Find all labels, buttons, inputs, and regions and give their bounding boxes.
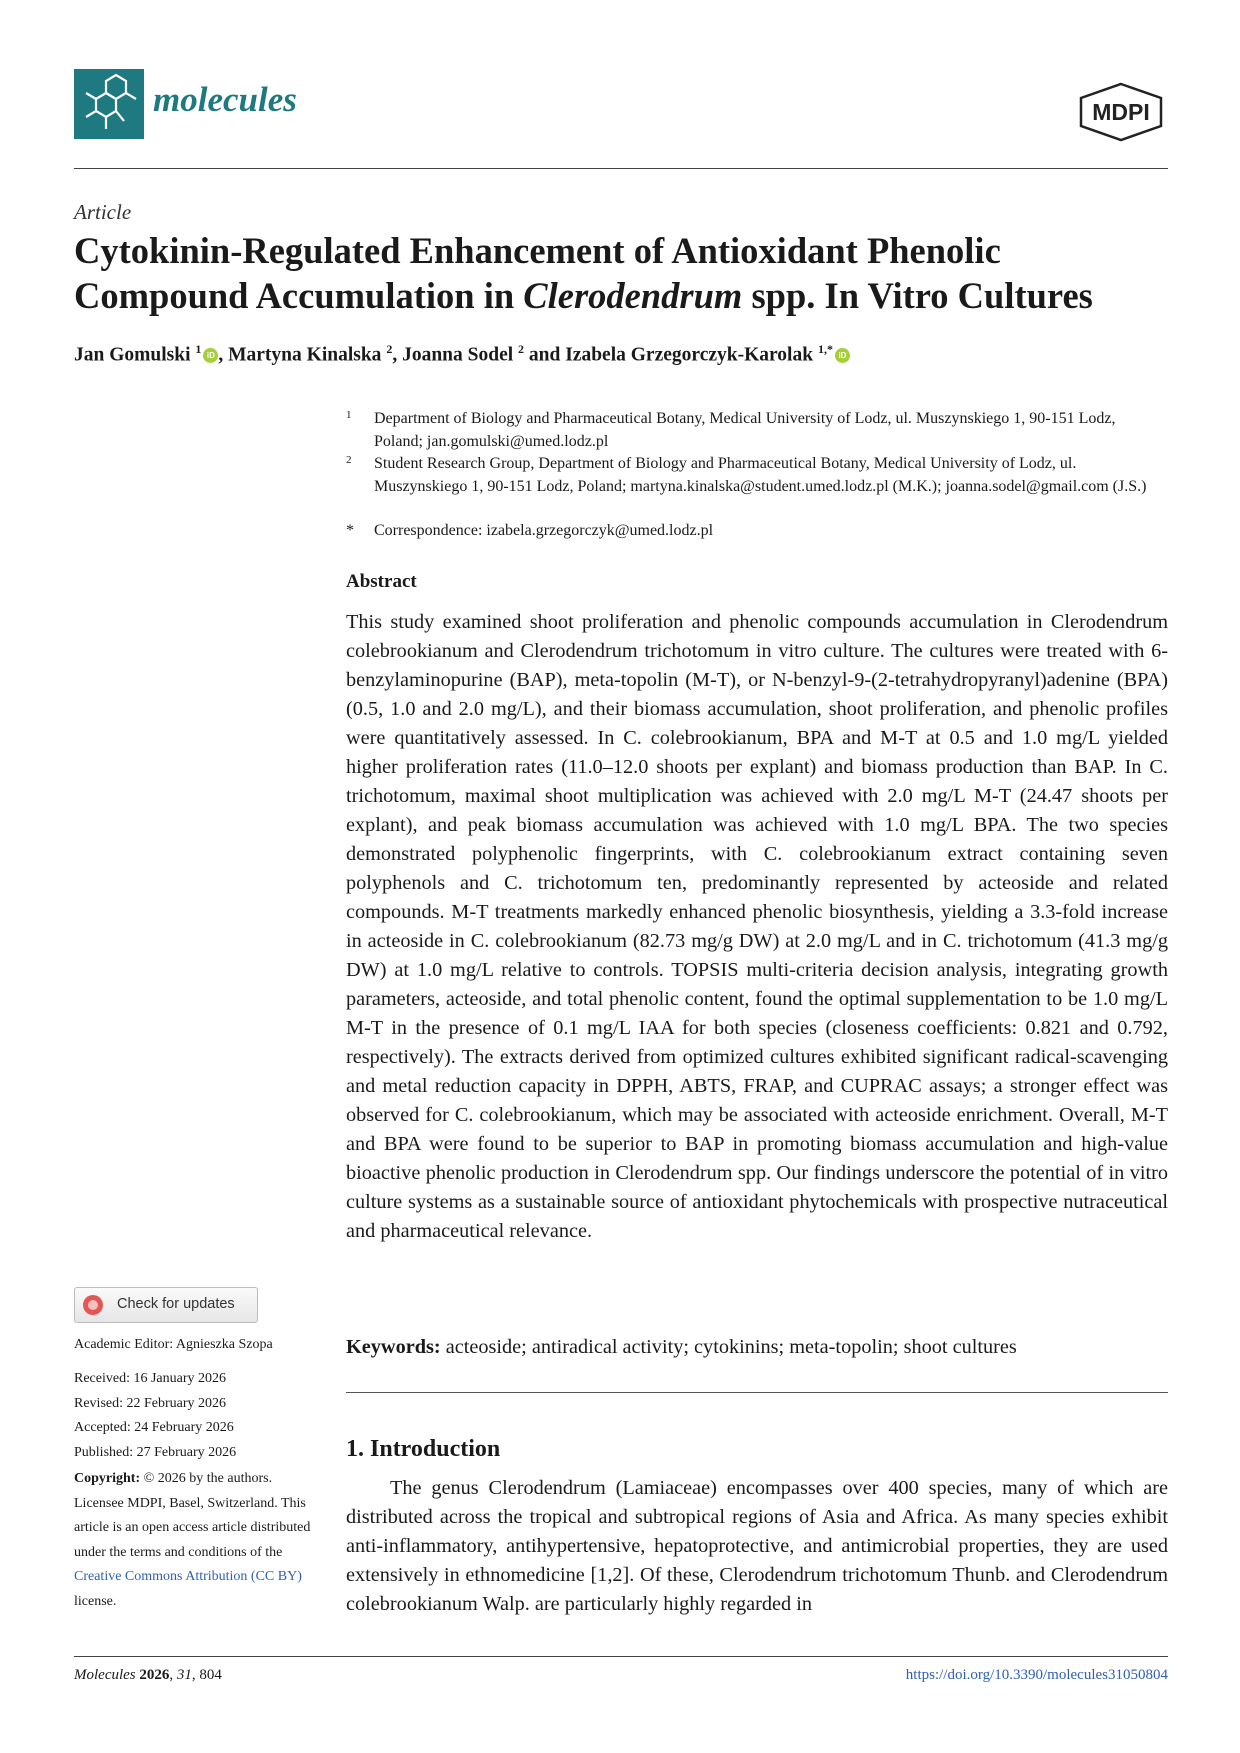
author-name[interactable]: Jan Gomulski (74, 344, 191, 366)
copyright-notice: Copyright: © 2026 by the authors. Licensee MDPI, Basel, Switzerland. This article is an open access article distributed under the terms and conditions of the Creative Commons Attribution (CC BY) license. (74, 1471, 311, 1609)
academic-editor: Academic Editor: Agnieszka Szopa (74, 1337, 273, 1352)
article-type: Article (74, 200, 132, 224)
author-name[interactable]: Joanna Sodel (402, 344, 514, 366)
check-updates-icon (83, 1295, 103, 1315)
publisher-name: MDPI (1092, 99, 1150, 125)
received-date: Received: 16 January 2026 (74, 1371, 227, 1386)
accepted-date: Accepted: 24 February 2026 (74, 1420, 234, 1435)
revised-date: Revised: 22 February 2026 (74, 1395, 227, 1411)
citation-footer: Molecules 2026, 31, 804 (74, 1667, 222, 1683)
header-divider (74, 168, 1168, 169)
affiliation: 1 Department of Biology and Pharmaceutical Botany, Medical University of Lodz, ul. Muszynskiego 1, 90-151 Lodz, Poland; jan.gomulski@umed.lodz.pl (346, 409, 1116, 450)
introduction-body: The genus Clerodendrum (Lamiaceae) encompasses over 400 species, many of which are distributed across the tropical and subtropical regions of Asia and Africa. As many species exhibit anti-inflammatory, antihypertensive, hepatoprotective, and antimicrobial properties, they are used extensively in ethnomedicine [1,2]. Of these, Clerodendrum trichotomum Thunb. and Clerodendrum colebrookianum Walp. are particularly highly regarded in (346, 1477, 1168, 1615)
keywords: Keywords: acteoside; antiradical activity; cytokinins; meta-topolin; shoot cultures (346, 1336, 1017, 1358)
author-list: Jan Gomulski $^1$ iD , Martyna Kinalska $^2$, Joanna Sodel $^2$ and Izabela Grzegorczyk-Karolak $^{1,*}$ iD (74, 342, 850, 367)
doi-link[interactable]: https://doi.org/10.3390/molecules31050804 (905, 1667, 1168, 1683)
abstract-heading: Abstract (346, 571, 417, 592)
mdpi-logo (1073, 80, 1169, 142)
molecule-structure-icon (74, 69, 144, 139)
orcid-icon[interactable]: iD (203, 348, 218, 363)
journal-name: molecules (153, 80, 297, 119)
article-title: Cytokinin-Regulated Enhancement of Antioxidant Phenolic Compound Accumulation in Clerodendrum spp. In Vitro Cultures (74, 230, 1093, 316)
introduction-heading: 1. Introduction (346, 1436, 501, 1462)
orcid-icon[interactable]: iD (835, 348, 850, 363)
published-date: Published: 27 February 2026 (74, 1444, 237, 1460)
section-divider (346, 1392, 1168, 1393)
check-for-updates-button[interactable]: Check for updates (74, 1287, 258, 1323)
footer-divider (74, 1656, 1168, 1657)
abstract-body: This study examined shoot proliferation and phenolic compounds accumulation in Clerodendrum colebrookianum and Clerodendrum trichotomum in vitro culture. The cultures were treated with 6-benzylaminopurine (BAP), meta-topolin (M-T), or N-benzyl-9-(2-tetrahydropyranyl)adenine (BPA) (0.5, 1.0 and 2.0 mg/L), and their biomass accumulation, shoot proliferation, and phenolic profiles were quantitatively assessed. In C. colebrookianum, BPA and M-T at 0.5 and 1.0 mg/L yielded higher proliferation rates (11.0–12.0 shoots per explant) and biomass production than BAP. In C. trichotomum, maximal shoot multiplication was achieved with 2.0 mg/L M-T (24.47 shoots per explant), and peak biomass accumulation was achieved with 1.0 mg/L BPA. The two species demonstrated polyphenolic fingerprints, with C. colebrookianum extract containing seven polyphenols and C. trichotomum ten, predominantly represented by acteoside and related compounds. M-T treatments markedly enhanced phenolic biosynthesis, yielding a 3.3-fold increase in acteoside in C. colebrookianum (82.73 mg/g DW) at 2.0 mg/L and in C. trichotomum (41.3 mg/g DW) at 1.0 mg/L relative to controls. TOPSIS multi-criteria decision analysis, integrating growth parameters, acteoside, and total phenolic content, found the optimal supplementation to be 1.0 mg/L M-T in the presence of 0.1 mg/L IAA for both species (closeness coefficients: 0.821 and 0.792, respectively). The extracts derived from optimized cultures exhibited significant radical-scavenging and metal reduction capacity in DPPH, ABTS, FRAP, and CUPRAC assays; a stronger effect was observed for C. colebrookianum, which may be associated with acteoside enrichment. Overall, M-T and BPA were found to be superior to BAP in promoting biomass accumulation and high-value bioactive phenolic production in Clerodendrum spp. Our findings underscore the potential of in vitro culture systems as a sustainable source of antioxidant phytochemicals with prospective nutraceutical and pharmaceutical relevance. (346, 611, 1168, 1242)
author-name[interactable]: Martyna Kinalska (228, 344, 382, 366)
article-dates (74, 1367, 314, 1465)
correspondence: * Correspondence: izabela.grzegorczyk@umed.lodz.pl (346, 522, 714, 539)
author-name[interactable]: Izabela Grzegorczyk-Karolak (565, 344, 814, 366)
license-link[interactable]: Creative Commons Attribution (CC BY) (74, 1569, 302, 1584)
affiliation: 2 Student Research Group, Department of Biology and Pharmaceutical Botany, Medical University of Lodz, ul. Muszynskiego 1, 90-151 Lodz, Poland; martyna.kinalska@student.umed.lodz.pl (M.K.); joanna.sodel@gmail.com (J.S.) (346, 454, 1147, 495)
